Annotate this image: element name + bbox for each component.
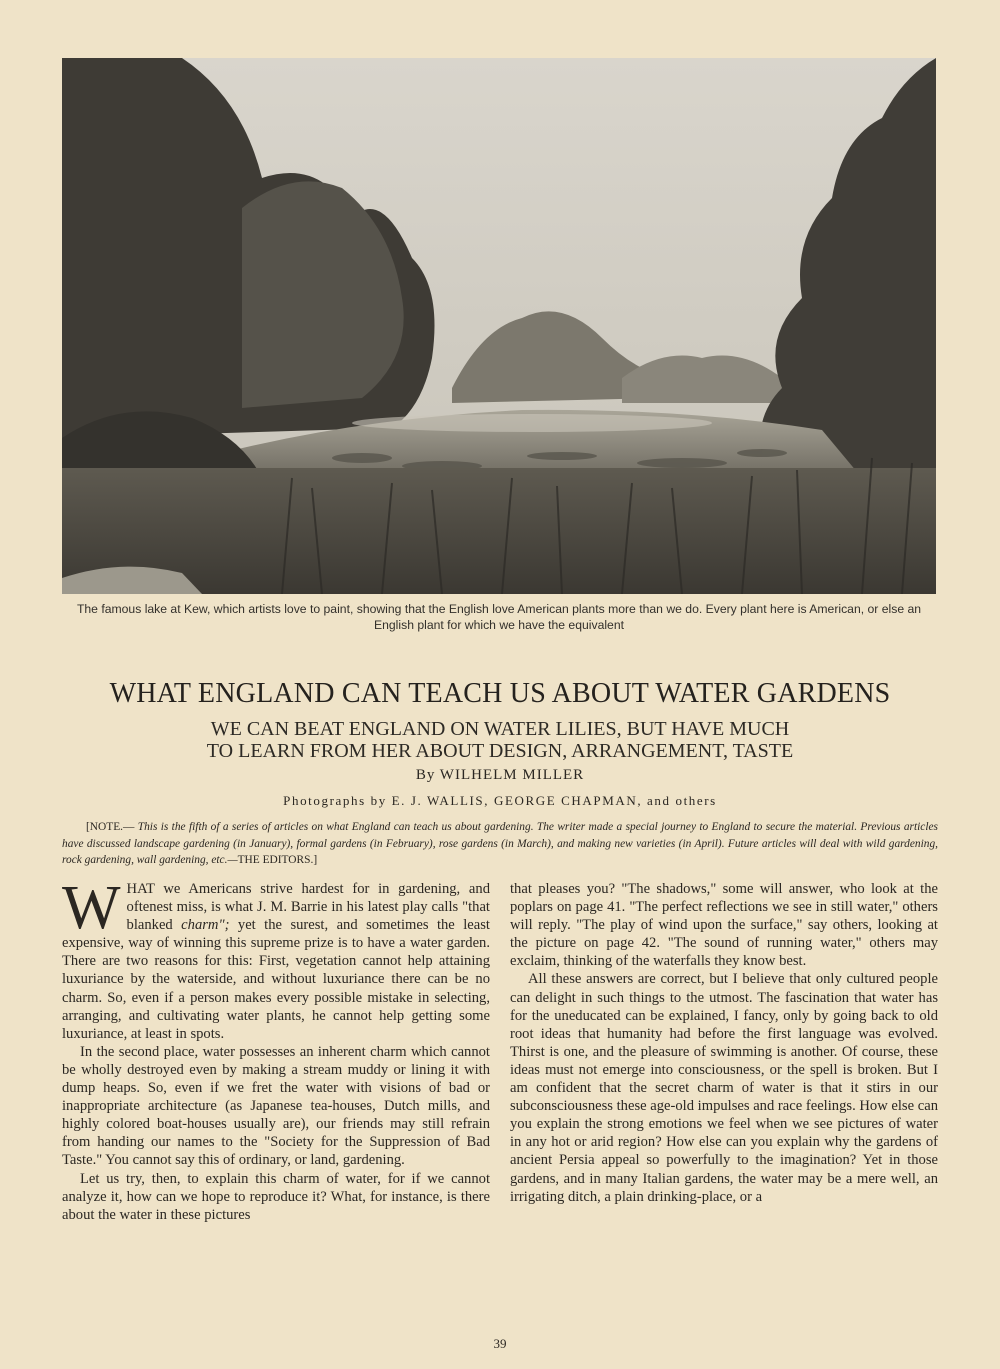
photo-caption: The famous lake at Kew, which artists love to paint, showing that the English love American plants more than we do. Every plant here is American, or else an English plant for which we have the equivalent — [76, 602, 922, 632]
paragraph-text: HAT we Americans strive hardest for in gardening, and oftenest miss, is what J. M. Barrie in his latest play calls "that blanked — [126, 881, 490, 934]
lake-photograph — [62, 58, 936, 594]
drop-cap: W — [62, 874, 121, 942]
body-column-right — [510, 880, 938, 1206]
paragraph-italic: charm"; — [181, 917, 230, 934]
subtitle-line-1: WE CAN BEAT ENGLAND ON WATER LILIES, BUT HAVE MUCH — [210, 718, 790, 740]
article-subtitle — [150, 718, 850, 762]
paragraph: that pleases you? "The shadows," some will answer, who look at the poplars on page 41. "The perfect reflections we see in still water," others will reply. "The play of wind upon the surface," say others, looking at the picture on page 42. "The sound of running water," others may exclaim, thinking of the waterfalls they know best. — [510, 881, 938, 970]
author-byline: By WILHELM MILLER — [415, 767, 585, 783]
page-number: 39 — [493, 1336, 507, 1351]
note-signoff: THE EDITORS.] — [237, 854, 318, 866]
lake-photograph-art — [62, 58, 936, 594]
photo-credits: Photographs by E. J. WALLIS, GEORGE CHAPMAN, and others — [283, 793, 717, 808]
paragraph-text: yet the surest, and sometimes the least expensive, way of winning this supreme prize is to have a water garden. There are two reasons for this: First, vegetation cannot help attaining luxuriance by the waterside, and without luxuriance there can be no charm. So, even if a person makes every possible mistake in selecting, arranging, and cultivating water plants, he cannot help getting some luxuriance, at least in spots. — [62, 917, 490, 1042]
paragraph: In the second place, water possesses an inherent charm which cannot be wholly destroyed even by making a stream muddy or lining it with dump heaps. So, even if we fret the water with visions of bad or inappropriate architecture (as Japanese tea-houses, Dutch mills, and highly colored boat-houses usually are), our friends may still refrain from handing our names to the "Society for the Suppression of Bad Taste." You cannot say this of ordinary, or land, gardening. — [62, 1043, 490, 1169]
note-label: [NOTE.— — [86, 821, 135, 833]
note-text: This is the fifth of a series of articles on what England can teach us about gardening. The writer made a special journey to England to secure the material. Previous articles have discussed landscape gardening (in January), formal gardens (in February), rose gardens (in March), and making new varieties (in April). Future articles will deal with wild gardening, rock gardening, wall gardening, etc.— — [62, 821, 938, 866]
body-column-left — [62, 874, 490, 1224]
article-title: WHAT ENGLAND CAN TEACH US ABOUT WATER GARDENS — [109, 678, 891, 709]
paragraph — [62, 874, 490, 1043]
paragraph: Let us try, then, to explain this charm of water, for if we cannot analyze it, how can we hope to reproduce it? What, for instance, is there about the water in these pictures — [62, 1170, 490, 1223]
editors-note — [62, 819, 938, 869]
paragraph: All these answers are correct, but I believe that only cultured people can delight in such things to the utmost. The fascination that water has for the uneducated can be explained, I fancy, only by going back to old root ideas that humanity had before the first language was evolved. Thirst is one, and the pleasure of swimming is another. Of course, these ideas must not emerge into consciousness, or the spell is broken. But I am confident that the secret charm of water is that it stirs in our subconsciousness these age-old impulses and race feelings. How else can you explain the strong emotions we feel when we see pictures of water in any hot or arid region? How else can you explain why the gardens of ancient Persia appeal so powerfully to the imagination? Yet in those gardens, and in many Italian gardens, the water may be a mere well, an irrigating ditch, a plain drinking-place, or a — [510, 971, 938, 1205]
subtitle-line-2: TO LEARN FROM HER ABOUT DESIGN, ARRANGEMENT, TASTE — [206, 740, 794, 762]
